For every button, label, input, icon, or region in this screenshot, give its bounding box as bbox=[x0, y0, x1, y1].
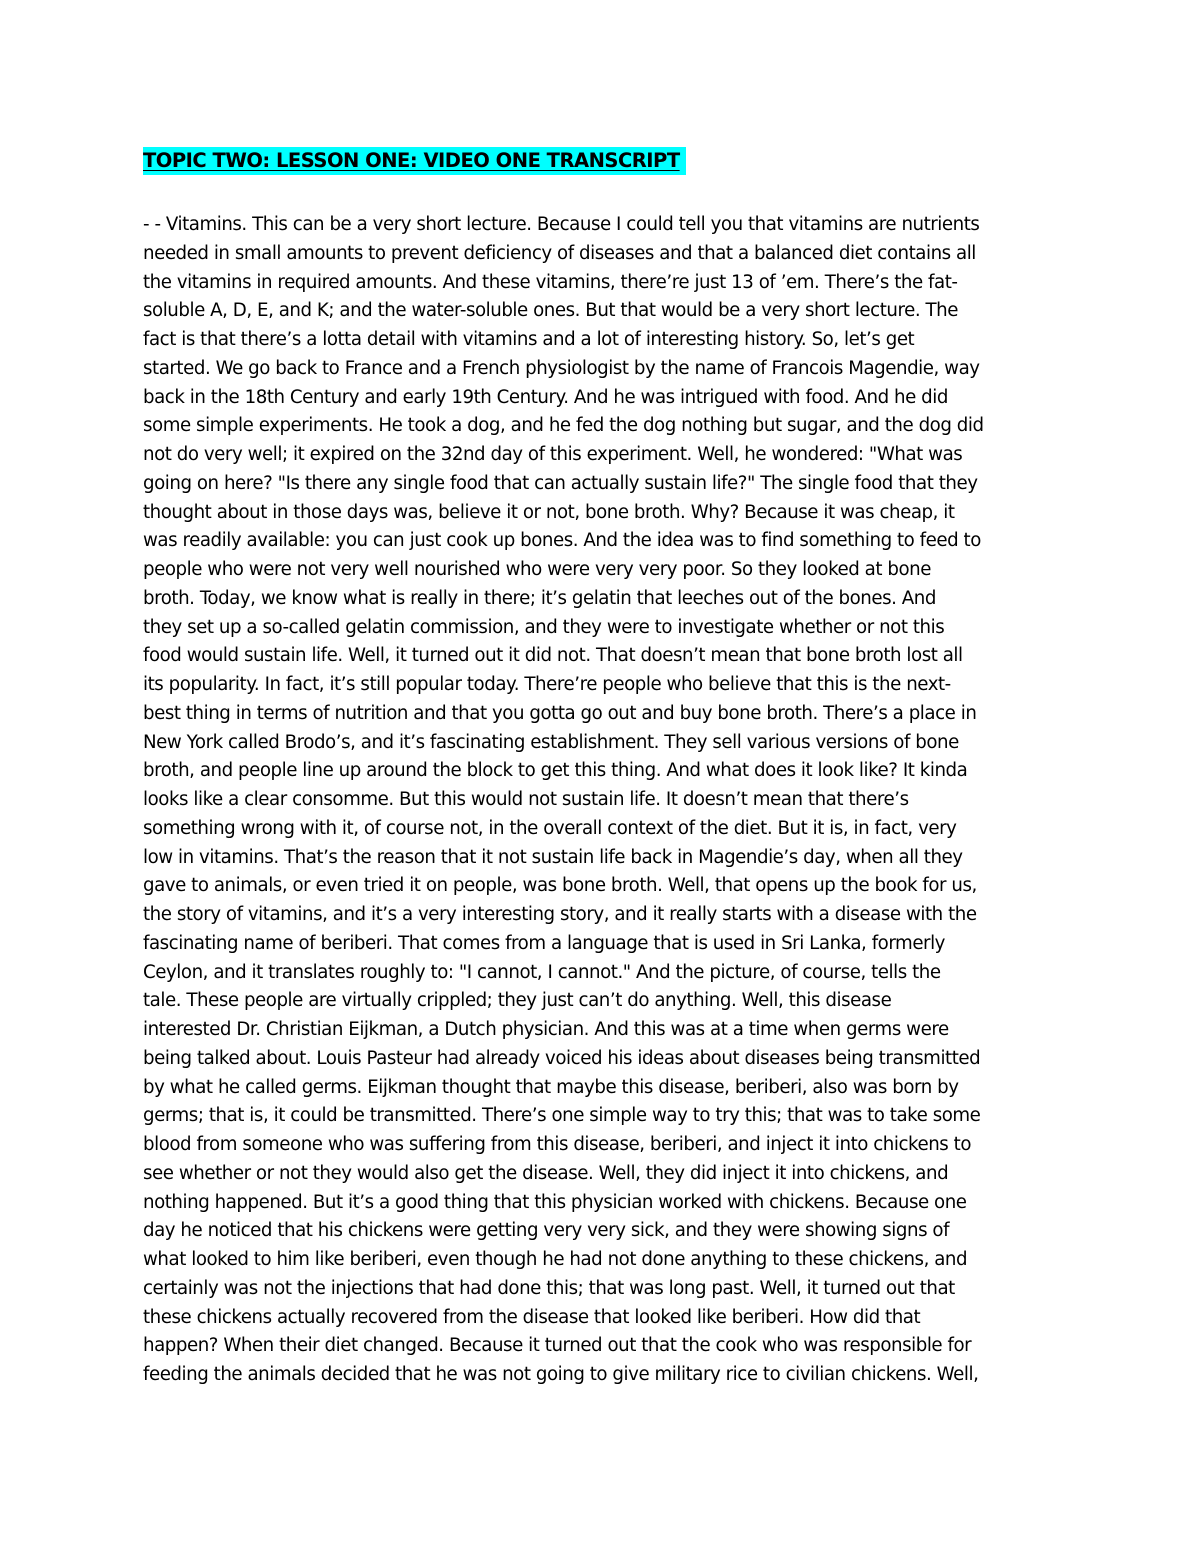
transcript-line: tale. These people are virtually crippled; they just can’t do anything. Well, this disease bbox=[143, 990, 892, 1012]
transcript-line: gave to animals, or even tried it on people, was bone broth. Well, that opens up the book for us, bbox=[143, 875, 977, 897]
transcript-line: needed in small amounts to prevent deficiency of diseases and that a balanced diet contains all bbox=[143, 242, 976, 264]
transcript-line: people who were not very well nourished who were very very poor. So they looked at bone bbox=[143, 559, 931, 580]
transcript-line: germs; that is, it could be transmitted. There’s one simple way to try this; that was to take some bbox=[143, 1105, 981, 1127]
transcript-line: broth. Today, we know what is really in there; it’s gelatin that leeches out of the bones. And bbox=[143, 587, 936, 609]
transcript-line: was readily available: you can just cook up bones. And the idea was to find something to feed to bbox=[143, 530, 981, 552]
transcript-line: happen? When their diet changed. Because it turned out that the cook who was responsible for bbox=[143, 1335, 972, 1357]
transcript-line: started. We go back to France and a French physiologist by the name of Francois Magendie, way bbox=[143, 357, 980, 379]
transcript-line: not do very well; it expired on the 32nd day of this experiment. Well, he wondered: "What was bbox=[143, 444, 963, 465]
transcript-line: being talked about. Louis Pasteur had already voiced his ideas about diseases being transmitted bbox=[143, 1047, 981, 1069]
transcript-line: interested Dr. Christian Eijkman, a Dutch physician. And this was at a time when germs were bbox=[143, 1019, 949, 1040]
transcript-line: fact is that there’s a lotta detail with vitamins and a lot of interesting history. So, let’s get bbox=[143, 329, 915, 350]
transcript-line: the story of vitamins, and it’s a very interesting story, and it really starts with a disease with the bbox=[143, 904, 977, 925]
transcript-line: looks like a clear consomme. But this would not sustain life. It doesn’t mean that there’s bbox=[143, 789, 909, 810]
transcript-line: blood from someone who was suffering from this disease, beriberi, and inject it into chickens to bbox=[143, 1134, 972, 1155]
transcript-line: see whether or not they would also get the disease. Well, they did inject it into chickens, and bbox=[143, 1162, 949, 1184]
transcript-line: food would sustain life. Well, it turned out it did not. That doesn’t mean that bone broth lost all bbox=[143, 645, 963, 667]
transcript-line: they set up a so-called gelatin commission, and they were to investigate whether or not this bbox=[143, 616, 945, 638]
transcript-line: the vitamins in required amounts. And these vitamins, there’re just 13 of ’em. There’s the fat- bbox=[143, 271, 958, 293]
transcript-line: by what he called germs. Eijkman thought that maybe this disease, beriberi, also was born by bbox=[143, 1076, 959, 1098]
transcript-line: going on here? "Is there any single food that can actually sustain life?" The single food that they bbox=[143, 472, 978, 494]
transcript-line: something wrong with it, of course not, in the overall context of the diet. But it is, in fact, very bbox=[143, 817, 957, 839]
transcript-line: New York called Brodo’s, and it’s fascinating establishment. They sell various versions of bone bbox=[143, 731, 959, 753]
transcript-line: Ceylon, and it translates roughly to: "I cannot, I cannot." And the picture, of course, tells the bbox=[143, 961, 941, 983]
transcript-body bbox=[143, 211, 1063, 1390]
transcript-line: certainly was not the injections that had done this; that was long past. Well, it turned out that bbox=[143, 1277, 955, 1299]
transcript-line: back in the 18th Century and early 19th Century. And he was intrigued with food. And he did bbox=[143, 386, 948, 408]
transcript-line: best thing in terms of nutrition and that you gotta go out and buy bone broth. There’s a place in bbox=[143, 702, 977, 724]
transcript-line: what looked to him like beriberi, even though he had not done anything to these chickens, and bbox=[143, 1249, 968, 1270]
transcript-line: low in vitamins. That’s the reason that it not sustain life back in Magendie’s day, when all they bbox=[143, 846, 963, 868]
transcript-line: day he noticed that his chickens were getting very very sick, and they were showing signs of bbox=[143, 1220, 950, 1242]
transcript-line: broth, and people line up around the block to get this thing. And what does it look like? It kinda bbox=[143, 760, 968, 782]
transcript-line: feeding the animals decided that he was not going to give military rice to civilian chickens. Well, bbox=[143, 1364, 979, 1385]
transcript-line: - - Vitamins. This can be a very short lecture. Because I could tell you that vitamins are nutrients bbox=[143, 214, 980, 235]
transcript-line: these chickens actually recovered from the disease that looked like beriberi. How did that bbox=[143, 1306, 921, 1328]
transcript-line: some simple experiments. He took a dog, and he fed the dog nothing but sugar, and the dog did bbox=[143, 415, 984, 437]
transcript-line: its popularity. In fact, it’s still popular today. There’re people who believe that this is the next- bbox=[143, 674, 951, 695]
transcript-line: fascinating name of beriberi. That comes from a language that is used in Sri Lanka, formerly bbox=[143, 932, 946, 954]
document-title: TOPIC TWO: LESSON ONE: VIDEO ONE TRANSCRIPT bbox=[143, 147, 686, 175]
transcript-line: nothing happened. But it’s a good thing that this physician worked with chickens. Because one bbox=[143, 1191, 967, 1213]
transcript-line: thought about in those days was, believe it or not, bone broth. Why? Because it was cheap, it bbox=[143, 501, 955, 523]
transcript-line: soluble A, D, E, and K; and the water-soluble ones. But that would be a very short lecture. The bbox=[143, 300, 958, 322]
